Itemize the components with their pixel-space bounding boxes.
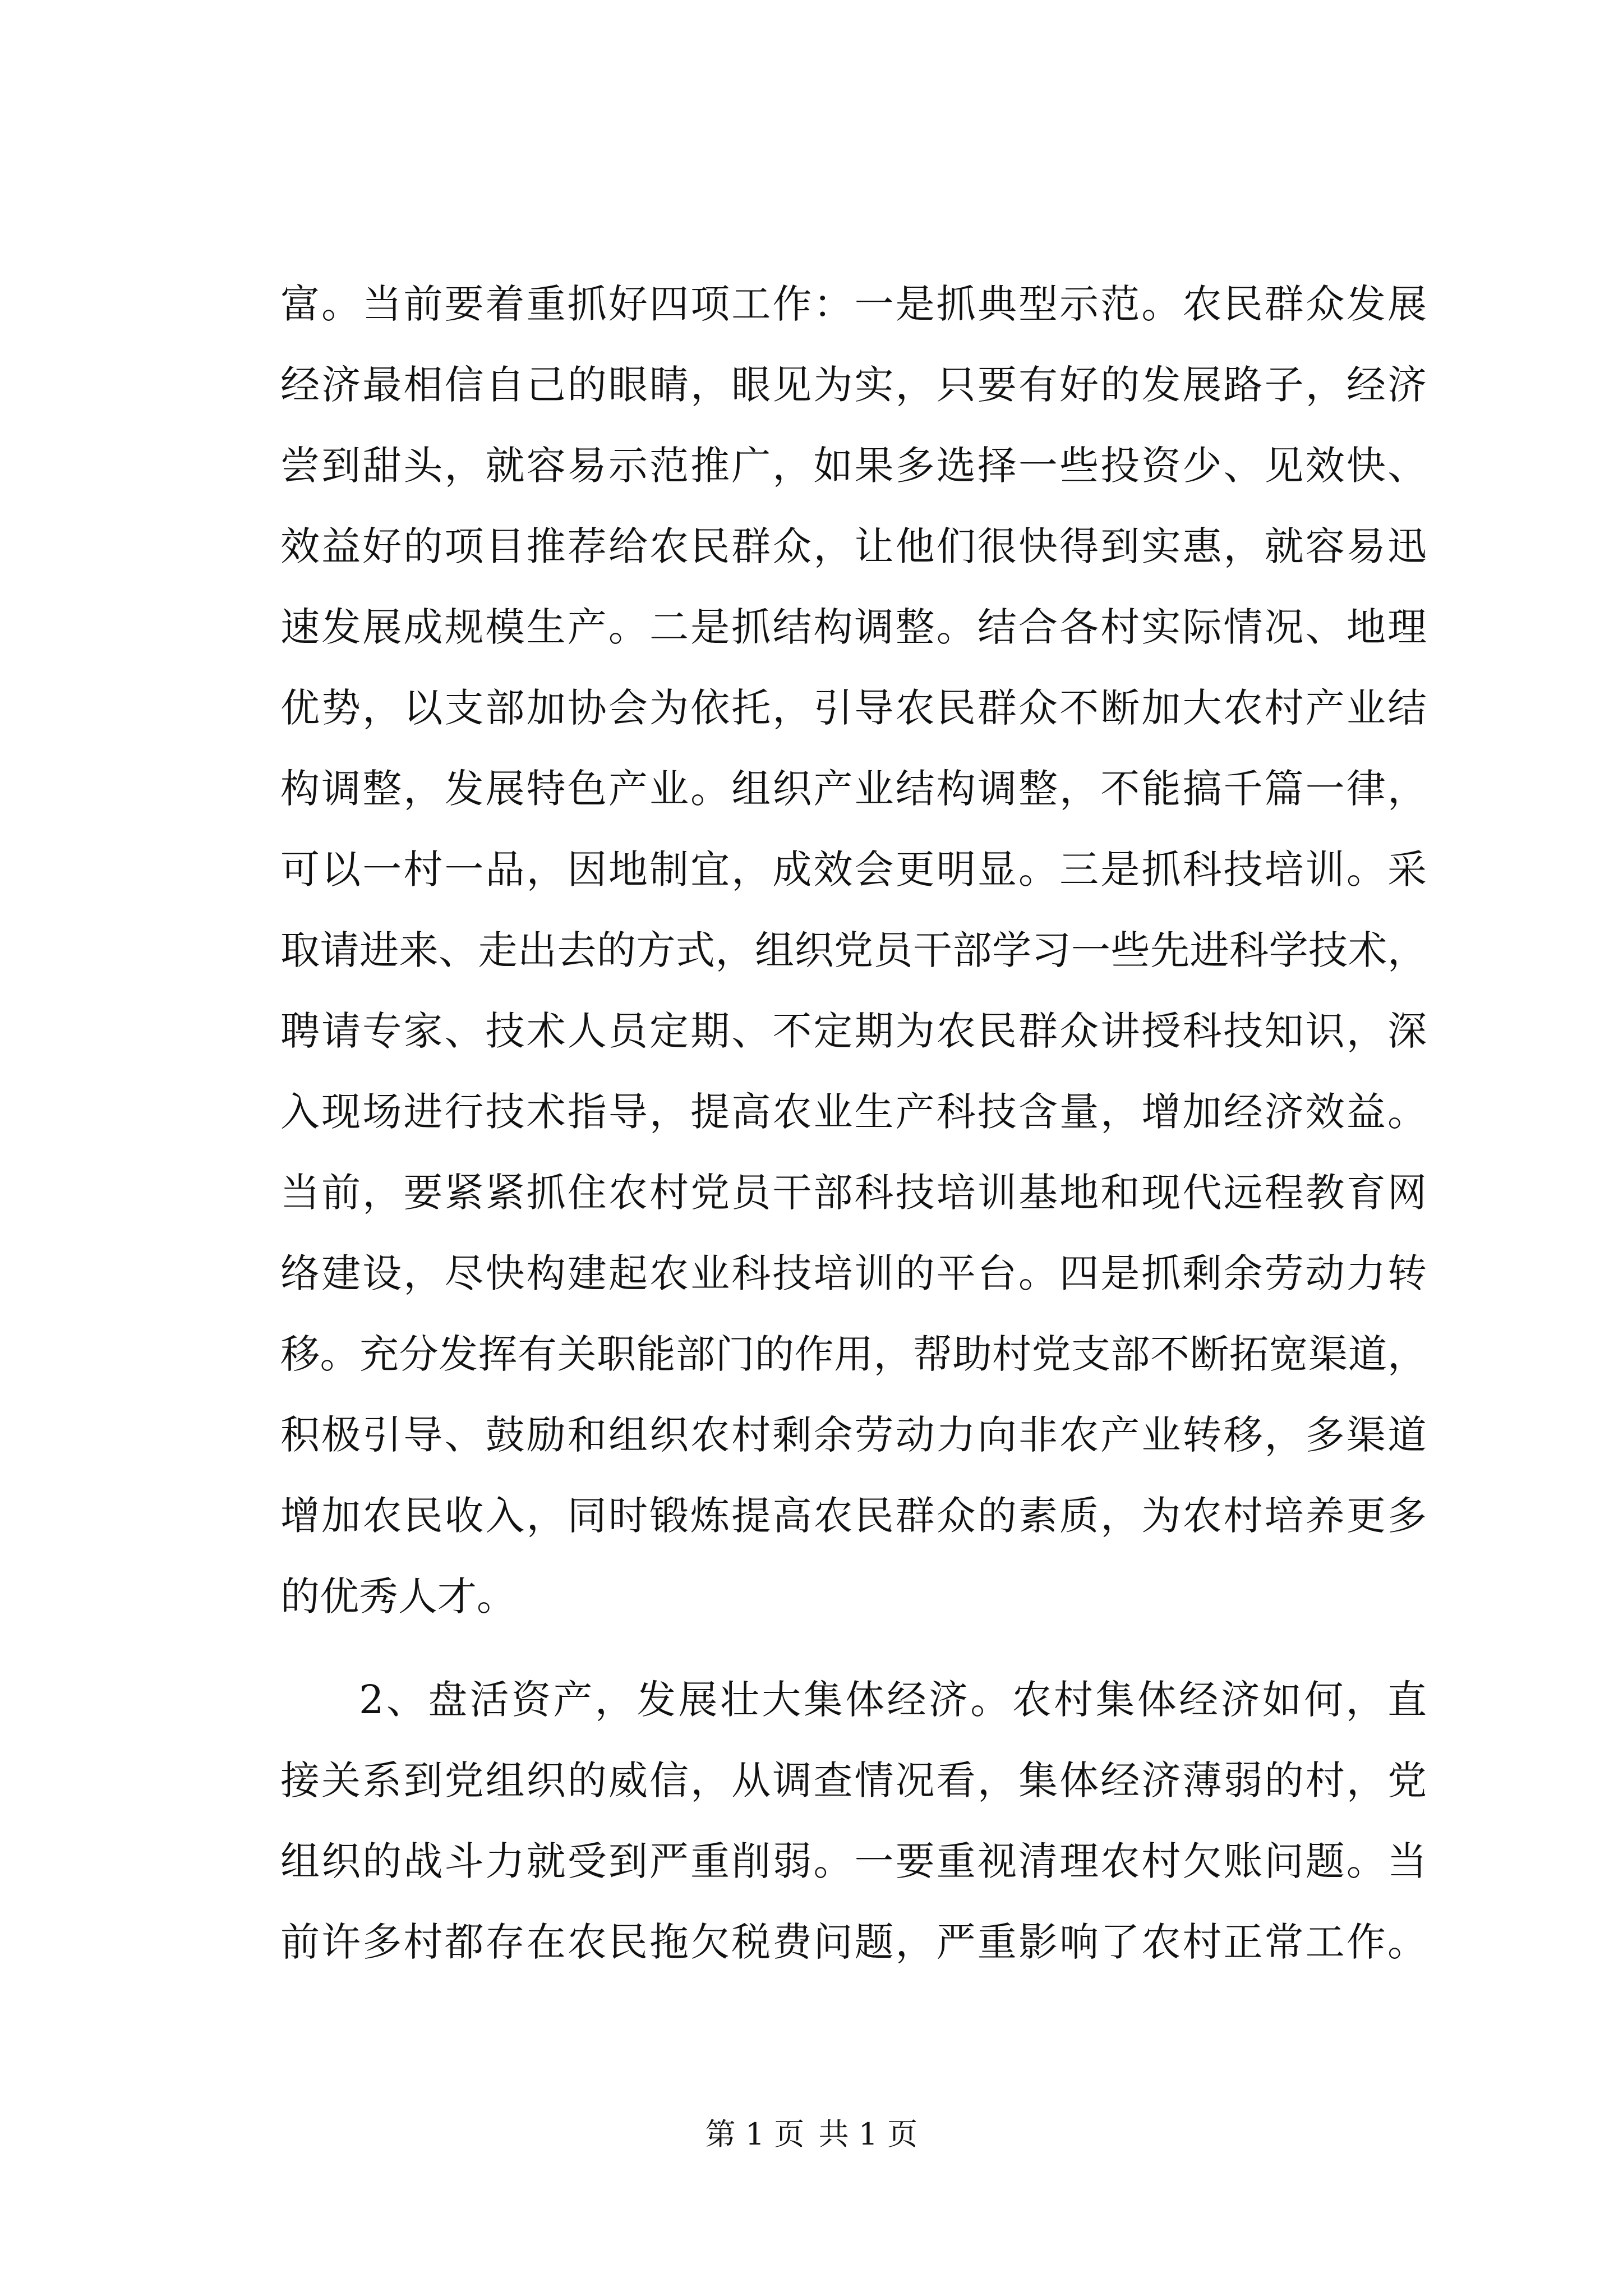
text-line: 增加农民收入，同时锻炼提高农民群众的素质，为农村培养更多 bbox=[280, 1493, 1427, 1539]
text-line: 积极引导、鼓励和组织农村剩余劳动力向非农产业转移，多渠道 bbox=[280, 1412, 1427, 1458]
text-line: 尝到甜头，就容易示范推广，如果多选择一些投资少、见效快、 bbox=[280, 443, 1427, 489]
text-line: 聘请专家、技术人员定期、不定期为农民群众讲授科技知识，深 bbox=[280, 1008, 1427, 1054]
text-line: 速发展成规模生产。二是抓结构调整。结合各村实际情况、地理 bbox=[280, 604, 1427, 650]
text-line: 络建设，尽快构建起农业科技培训的平台。四是抓剩余劳动力转 bbox=[280, 1250, 1427, 1296]
paragraph-gap bbox=[280, 1637, 1427, 1659]
page-total: 共 1 页 bbox=[818, 2116, 918, 2152]
text-line: 经济最相信自己的眼睛，眼见为实，只要有好的发展路子，经济 bbox=[280, 362, 1427, 408]
text-line: 富。当前要着重抓好四项工作：一是抓典型示范。农民群众发展 bbox=[280, 281, 1427, 327]
text-line: 移。充分发挥有关职能部门的作用，帮助村党支部不断拓宽渠道， bbox=[280, 1331, 1427, 1377]
page-footer bbox=[0, 2115, 1623, 2154]
text-line: 接关系到党组织的威信，从调查情况看，集体经济薄弱的村，党 bbox=[280, 1757, 1427, 1803]
paragraph-1 bbox=[280, 264, 1427, 1637]
text-line: 当前，要紧紧抓住农村党员干部科技培训基地和现代远程教育网 bbox=[280, 1170, 1427, 1216]
text-line: 优势，以支部加协会为依托，引导农民群众不断加大农村产业结 bbox=[280, 685, 1427, 731]
text-line: 前许多村都存在农民拖欠税费问题，严重影响了农村正常工作。 bbox=[280, 1919, 1427, 1965]
text-line: 构调整，发展特色产业。组织产业结构调整，不能搞千篇一律， bbox=[280, 766, 1427, 812]
text-line: 可以一村一品，因地制宜，成效会更明显。三是抓科技培训。采 bbox=[280, 846, 1427, 892]
text-line: 组织的战斗力就受到严重削弱。一要重视清理农村欠账问题。当 bbox=[280, 1838, 1427, 1884]
text-line: 入现场进行技术指导，提高农业生产科技含量，增加经济效益。 bbox=[280, 1089, 1427, 1135]
paragraph-2 bbox=[280, 1659, 1427, 1982]
text-line: 效益好的项目推荐给农民群众，让他们很快得到实惠，就容易迅 bbox=[280, 523, 1427, 569]
text-line: 取请进来、走出去的方式，组织党员干部学习一些先进科学技术， bbox=[280, 927, 1427, 973]
page-number: 第 1 页 bbox=[705, 2116, 805, 2152]
text-line: 的优秀人才。 bbox=[280, 1573, 516, 1619]
document-body bbox=[280, 264, 1427, 1982]
text-line: 2、盘活资产，发展壮大集体经济。农村集体经济如何，直 bbox=[359, 1677, 1427, 1723]
